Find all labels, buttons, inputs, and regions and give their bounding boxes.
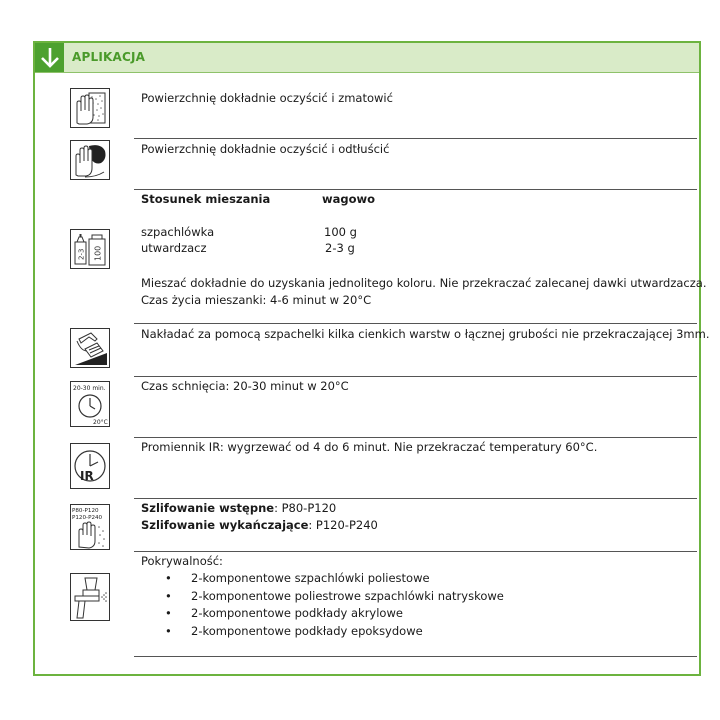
row-divider [134, 138, 697, 139]
mixing-ratio-icon [70, 229, 110, 269]
row-divider [134, 437, 697, 438]
component-value: 2-3 g [325, 241, 355, 255]
row-text: Czas schnięcia: 20-30 minut w 20°C [141, 379, 349, 393]
drying-temp-label: 20°C [93, 419, 108, 426]
row-text: Powierzchnię dokładnie oczyścić i odtłuścić [141, 142, 390, 156]
list-item: • 2-komponentowe szpachlówki poliestowe [141, 570, 504, 588]
list-item: • 2-komponentowe poliestrowe szpachlówki natryskowe [141, 588, 504, 606]
sanding-line [141, 500, 336, 517]
row-divider [134, 189, 697, 190]
list-item: • 2-komponentowe podkłady akrylowe [141, 605, 504, 623]
row-divider [134, 656, 697, 657]
spatula-application-icon [70, 328, 110, 368]
spray-gun-icon [70, 573, 110, 621]
tube-label: 2-3 [77, 248, 86, 260]
coverage-heading: Pokrywalność: [141, 554, 223, 568]
drying-time-label: 20-30 min. [73, 385, 106, 392]
component-name: szpachlówka [141, 225, 215, 239]
section-title: APLIKACJA [72, 50, 146, 64]
hand-cleaning-sanding-icon [70, 88, 110, 128]
row-text: Nakładać za pomocą szpachelki kilka cienkich warstw o łącznej grubości nie przekraczającej 3mm. [141, 327, 710, 341]
row-text: Powierzchnię dokładnie oczyścić i zmatowić [141, 91, 393, 105]
can-label: 100 [93, 245, 103, 261]
mixing-heading: Stosunek mieszania [141, 192, 271, 206]
ir-drying-icon [70, 443, 110, 489]
hand-degreasing-icon [70, 140, 110, 180]
mixing-pot-life: Czas życia mieszanki: 4-6 minut w 20°C [141, 293, 372, 307]
row-divider [134, 551, 697, 552]
list-item: • 2-komponentowe podkłady epoksydowe [141, 623, 504, 641]
row-divider [134, 376, 697, 377]
sanding-line [141, 517, 378, 534]
sanding-grit: : P80-P120 [274, 501, 337, 515]
application-panel [33, 41, 710, 676]
arrow-down-icon [35, 43, 64, 72]
component-name: utwardzacz [141, 241, 207, 255]
row-text: Promiennik IR: wygrzewać od 4 do 6 minut. Nie przekraczać temperatury 60°C. [141, 440, 598, 454]
mixing-unit: wagowo [322, 192, 376, 206]
coarse-grit-label: P80-P120 [72, 508, 99, 514]
sanding-grit: : P120-P240 [308, 518, 378, 532]
sanding-label: Szlifowanie wykańczające [141, 518, 309, 532]
component-value: 100 g [324, 225, 357, 239]
ir-label: IR [80, 469, 94, 483]
coverage-list [141, 570, 504, 640]
fine-grit-label: P120-P240 [72, 515, 103, 521]
section-header [35, 43, 699, 73]
clock-drying-icon [70, 381, 110, 427]
sanding-icon [70, 504, 110, 550]
mixing-note: Mieszać dokładnie do uzyskania jednolitego koloru. Nie przekraczać zalecanej dawki utwardzacza. [141, 276, 707, 290]
sanding-label: Szlifowanie wstępne [141, 501, 275, 515]
row-divider [134, 323, 697, 324]
row-divider [134, 498, 697, 499]
